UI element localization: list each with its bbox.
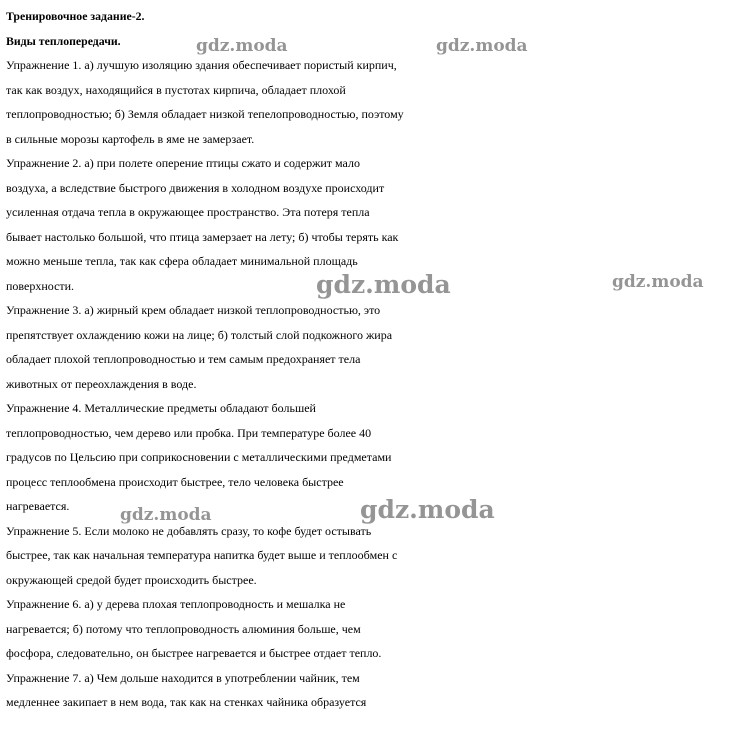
text-line: Упражнение 7. а) Чем дольше находится в употреблении чайник, тем — [6, 670, 360, 685]
text-line: воздуха, а вследствие быстрого движения в холодном воздухе происходит — [6, 180, 385, 195]
text-line: фосфора, следовательно, он быстрее нагревается и быстрее отдает тепло. — [6, 646, 382, 660]
text-line: быстрее, так как начальная температура напитка будет выше и теплообмен с — [6, 548, 398, 562]
watermark: gdz.moda — [360, 495, 495, 524]
text-line: можно меньше тепла, так как сфера обладает минимальной площадь — [6, 254, 358, 268]
text-line: окружающей средой будет происходить быстрее. — [6, 572, 257, 587]
text-line: теплопроводностью; б) Земля обладает низкой тепелопроводностью, поэтому — [6, 107, 404, 121]
text-line: так как воздух, находящийся в пустотах кирпича, обладает плохой — [6, 82, 346, 97]
watermark: gdz.moda — [120, 505, 212, 525]
text-line: животных от переохлаждения в воде. — [6, 376, 197, 391]
text-line: нагревается. — [6, 499, 70, 513]
text-line: нагревается; б) потому что теплопроводность алюминия больше, чем — [6, 621, 361, 636]
text-line: теплопроводностью, чем дерево или пробка. При температуре более 40 — [6, 425, 372, 440]
text-line: препятствует охлаждению кожи на лице; б) толстый слой подкожного жира — [6, 327, 393, 342]
text-line: в сильные морозы картофель в яме не замерзает. — [6, 131, 255, 146]
watermark: gdz.moda — [316, 270, 451, 299]
heading-line-1: Тренировочное задание-2. — [6, 9, 145, 23]
heading-line-2: Виды теплопередачи. — [6, 33, 121, 48]
text-line: Упражнение 3. а) жирный крем обладает низкой теплопроводностью, это — [6, 303, 381, 317]
document-page — [6, 4, 734, 715]
text-line: усиленная отдача тепла в окружающее пространство. Эта потеря тепла — [6, 205, 370, 219]
watermark: gdz.moda — [612, 272, 704, 292]
watermark: gdz.moda — [436, 36, 528, 56]
text-line: бывает настолько большой, что птица замерзает на лету; б) чтобы терять как — [6, 229, 399, 244]
text-line: Упражнение 2. а) при полете оперение птицы сжато и содержит мало — [6, 156, 360, 170]
answer-text — [6, 53, 734, 715]
text-line: процесс теплообмена происходит быстрее, тело человека быстрее — [6, 474, 344, 489]
text-line: Упражнение 1. а) лучшую изоляцию здания обеспечивает пористый кирпич, — [6, 58, 397, 72]
watermark: gdz.moda — [196, 36, 288, 56]
text-line: медленнее закипает в нем вода, так как на стенках чайника образуется — [6, 695, 367, 709]
text-line: обладает плохой теплопроводностью и тем самым предохраняет тела — [6, 352, 361, 366]
text-line: Упражнение 6. а) у дерева плохая теплопроводность и мешалка не — [6, 597, 346, 611]
text-line: Упражнение 4. Металлические предметы обладают большей — [6, 401, 316, 415]
text-line: градусов по Цельсию при соприкосновении с металлическими предметами — [6, 450, 392, 464]
text-line: поверхности. — [6, 278, 75, 293]
text-line: Упражнение 5. Если молоко не добавлять сразу, то кофе будет остывать — [6, 523, 372, 538]
